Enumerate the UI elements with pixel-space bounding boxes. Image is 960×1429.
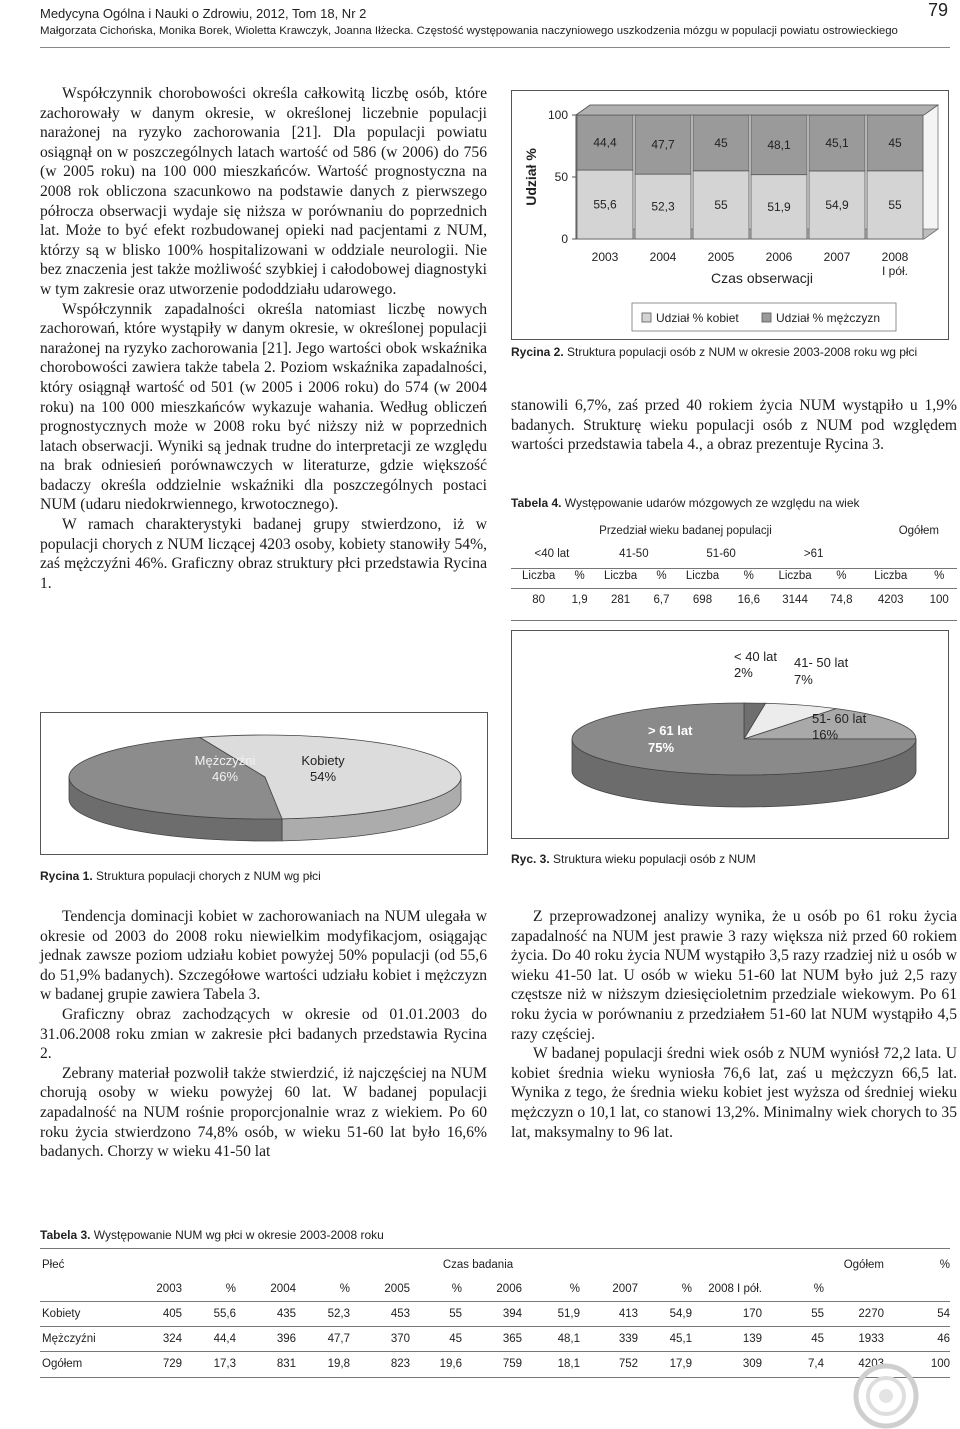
table-4-cell: 3144 [782, 593, 808, 606]
table-4-group-header: Przedział wieku badanej populacji [599, 524, 772, 537]
table-3-cell: 2270 [824, 1301, 884, 1326]
table-3-cell: 48,1 [522, 1326, 580, 1351]
table-3-cell: 170 [692, 1301, 762, 1326]
bar-women-label: 55 [714, 197, 728, 212]
table-3-cell: 4203 [858, 1357, 884, 1370]
publisher-logo-watermark [848, 1358, 924, 1429]
pie-age-label-u40: < 40 lat [734, 649, 778, 664]
table-4-subheader: Liczba [675, 565, 730, 588]
legend-label-men: Udział % mężczyzn [776, 311, 881, 325]
table-3-cell: 396 [236, 1326, 296, 1351]
paragraph: Współczynnik zapadalności określa natomiast liczbę nowych zachorowań, które wystąpiły w danym okresie, w określonej populacji narażonej na ryzyko zachorowania [21]. Jego wartości obok wskaźnika chorobowości zawiera także tabela 2. Poziom wskaźnika zapadalności, który osiągnął wartość od 501 (w 2005 i 2006 roku) do 574 (w 2004 roku) na 100 000 mieszkańców wykazuje wahania. Według obliczeń prognostycznych może w 2008 roku być niższy niż w poprzednich latach obserwacji. Wyniki są jednak trudne do interpretacji ze względu na brak odniesień porównawczych w literaturze, gdzie większość badaczy określa oddzielnie wskaźniki dla poszczególnych postaci NUM (udaru niedokrwiennego, krwotocznego). [40, 300, 487, 514]
table-3-year-header: % [522, 1277, 580, 1301]
table-3-cell: 453 [350, 1301, 410, 1326]
table-3-rule-bottom [40, 1377, 950, 1378]
table-4-range: >61 [803, 547, 824, 560]
table-3-cell: 831 [276, 1357, 296, 1370]
bar-chart-x-tick-label: 2004 [649, 250, 677, 264]
table-3-pct-header: % [939, 1259, 950, 1271]
table-4-cell: 1,9 [571, 593, 588, 606]
table-3-year-header: % [762, 1277, 824, 1301]
pie-age-value-u40: 2% [734, 665, 753, 680]
table-4-cell: 4203 [877, 593, 904, 606]
table-3-year-header: % [182, 1277, 236, 1301]
figure-1-caption: Rycina 1. Struktura populacji chorych z NUM wg płci [40, 869, 321, 883]
pie-sex-value-women: 54% [309, 769, 337, 784]
table-4-subheader: Liczba [860, 565, 921, 588]
paragraph: Z przeprowadzonej analizy wynika, że u osób po 61 roku życia zapadalność na NUM jest prawie 3 razy większa niż przed 60 rokiem życia. Do 40 roku życia NUM wystąpiło 3,5 razy rzadziej niż u osób w wieku 41-50 lat. U osób w wieku 51-60 lat NUM było już 2,5 razy częstsze niż w niższym dziesięcioletnim przedziale wiekowym. Po 61 roku życia w porównaniu z przedziałem 51-60 lat NUM wystąpiło 4,5 razy częściej. [511, 908, 957, 1043]
table-3-cell: 19,6 [439, 1357, 462, 1370]
table-4-cell: 6,7 [653, 593, 670, 606]
table-3-cell: 55 [762, 1301, 824, 1326]
bar-chart-x-tick-label: 2007 [823, 250, 851, 264]
table-3-cell: 52,3 [296, 1301, 350, 1326]
pie-age-label-51-60: 51- 60 lat [812, 711, 867, 726]
figure-3-caption: Ryc. 3. Struktura wieku populacji osób z NUM [511, 852, 756, 866]
figure-1-box [40, 712, 488, 855]
table-4-cell: 281 [610, 593, 631, 606]
table-3-cell: 394 [462, 1301, 522, 1326]
bar-chart-x-tick-label: 2006 [765, 250, 793, 264]
table-3-year-header: 2005 [350, 1277, 410, 1301]
figure-3-pie-chart [512, 631, 950, 840]
table-3-year-header: 2003 [132, 1277, 182, 1301]
header-rule [40, 47, 950, 48]
paragraph: W ramach charakterystyki badanej grupy stwierdzono, iż w populacji chorych z NUM liczącej 4203 osoby, kobiety stanowiły 54%, zaś mężczyźni 46%. Graficzny obraz struktury płci przedstawia Rycina 1. [40, 516, 487, 592]
figure-3-box [511, 630, 949, 839]
table-3-cell: 54,9 [638, 1301, 692, 1326]
legend-label-women: Udział % kobiet [656, 311, 739, 325]
bar-chart-x-tick-label: 2008 [881, 250, 909, 264]
text-column-left-bottom [40, 907, 487, 1162]
table-4-cell: 80 [532, 593, 546, 606]
table-4-total-header: Ogółem [898, 524, 939, 537]
pie-age-label-61plus: > 61 lat [648, 723, 693, 738]
figure-2-box [511, 90, 949, 340]
bar-chart-x-tick-label: 2003 [591, 250, 619, 264]
table-3-cell: 45 [762, 1326, 824, 1351]
table-3-year-header: 2004 [236, 1277, 296, 1301]
table-3-cell: 44,4 [182, 1326, 236, 1351]
pie-sex-label-women: Kobiety [301, 753, 345, 768]
table-4-subheader: % [648, 565, 675, 588]
table-3-cell: 309 [742, 1357, 762, 1370]
table-3-cell: 752 [618, 1357, 638, 1370]
table-3-cell: 370 [350, 1326, 410, 1351]
table-4-subheader: % [566, 565, 593, 588]
page-number: 79 [927, 0, 948, 20]
figure-2-bar-chart [512, 91, 950, 341]
bar-women-label: 55 [888, 197, 902, 212]
table-3-cell: 45 [410, 1326, 462, 1351]
bar-chart-x-tick-sublabel: I pół. [881, 264, 909, 278]
table-4-cell: 16,6 [737, 593, 760, 606]
table-3-cell: 100 [930, 1357, 950, 1370]
table-4-cell: 698 [692, 593, 713, 606]
table-3-cell: 55,6 [182, 1301, 236, 1326]
table-3-cell: 729 [162, 1357, 182, 1370]
pie-age-value-41-50: 7% [794, 672, 813, 687]
pie-age-value-61plus: 75% [648, 740, 675, 755]
bar-women-label: 51,9 [767, 199, 791, 214]
paragraph: W badanej populacji średni wiek osób z NUM wyniósł 72,2 lata. U kobiet średnia wieku wyniosła 76,6 lat, zaś u mężczyzn 66,5 lat. Wynika z tego, że średnia wieku kobiet jest wyższa od średniej wieku mężczyzn o 10,1 lat, co stanowi 13,2%. Minimalny wiek chorych to 35 lat, maksymalny to 96 lat. [511, 1045, 957, 1141]
pie-sex-label-men: Mężczyźni [194, 753, 256, 768]
bar-men-label: 45,1 [825, 135, 849, 150]
table-4-range: 51-60 [706, 547, 736, 560]
bar-chart-x-title: Czas obserwacji [711, 270, 813, 286]
table-3-cell: 51,9 [522, 1301, 580, 1326]
table-4-subheader: % [823, 565, 860, 588]
bar-men-label: 48,1 [767, 137, 791, 152]
table-3-cell: 435 [236, 1301, 296, 1326]
bar-women-label: 54,9 [825, 197, 849, 212]
table-3-cell: 324 [132, 1326, 182, 1351]
table-4-rule-top [511, 568, 957, 569]
table-3-cell: 7,4 [808, 1357, 824, 1370]
table-4-rule-bottom [511, 620, 957, 621]
table-4-cell: 100 [929, 593, 949, 606]
table-4-cell: 74,8 [830, 593, 853, 606]
table-4 [511, 519, 957, 611]
table-3-cell: 54 [884, 1301, 950, 1326]
bar-men-label: 45 [888, 135, 902, 150]
text-column-left-top [40, 84, 487, 593]
table-3-cell: 405 [132, 1301, 182, 1326]
table-3-year-header: % [296, 1277, 350, 1301]
table-3-cell: 47,7 [296, 1326, 350, 1351]
table-4-subheader: Liczba [511, 565, 566, 588]
table-4-subheader: % [730, 565, 767, 588]
table-3-cell: 19,8 [327, 1357, 350, 1370]
table-3-cell: 1933 [824, 1326, 884, 1351]
table-4-range: 41-50 [619, 547, 649, 560]
paragraph: Tendencja dominacji kobiet w zachorowaniach na NUM ulegała w okresie od 2003 do 2008 roku niewielkim modyfikacjom, osiągając jednak zawsze poziom udziału kobiet powyżej 50% populacji (od 55,6 do 51,9% badanych). Szczegółowe wartości udziału kobiet i mężczyzn w badanej grupie zawiera Tabela 3. [40, 908, 487, 1004]
table-3-rule-top [40, 1248, 950, 1249]
table-3-cell: 759 [502, 1357, 522, 1370]
table-3-cell: 823 [390, 1357, 410, 1370]
table-3-total-header: Ogółem [843, 1259, 884, 1271]
table-3-cell: 18,1 [557, 1357, 580, 1370]
bar-women-label: 55,6 [593, 197, 617, 212]
table-3-row-label: Kobiety [40, 1301, 132, 1326]
table-3-cell: 46 [884, 1326, 950, 1351]
journal-header: Medycyna Ogólna i Nauki o Zdrowiu, 2012, Tom 18, Nr 2 [40, 6, 367, 21]
paragraph: stanowili 6,7%, zaś przed 40 rokiem życia NUM wystąpiło u 1,9% badanych. Strukturę wieku populacji osób z NUM pod względem wartości przedstawia tabela 4., a obraz prezentuje Rycina 3. [511, 397, 957, 454]
table-4-range: <40 lat [534, 547, 570, 560]
bar-chart-x-tick-label: 2005 [707, 250, 735, 264]
bar-chart-top-face [576, 105, 938, 115]
legend-swatch-women [642, 313, 651, 322]
text-column-right-top [511, 396, 957, 455]
table-3-caption: Tabela 3. Występowanie NUM wg płci w okresie 2003-2008 roku [40, 1228, 384, 1242]
table-4-subheader: % [921, 565, 957, 588]
table-3-year-header: 2006 [462, 1277, 522, 1301]
bar-chart-y-tick-label: 50 [554, 170, 568, 184]
table-3-cell: 17,3 [213, 1357, 236, 1370]
table-3-sex-header: Płeć [42, 1259, 65, 1271]
bar-men-label: 47,7 [651, 137, 675, 152]
table-3-year-header: % [638, 1277, 692, 1301]
figure-1-pie-chart [41, 713, 489, 856]
table-3-cell: 45,1 [638, 1326, 692, 1351]
bar-chart-y-tick-label: 0 [561, 232, 568, 246]
bar-men-label: 45 [714, 135, 728, 150]
bar-men-label: 44,4 [593, 135, 617, 150]
bar-chart-y-title: Udział % [523, 148, 539, 206]
table-3-year-header: 2007 [580, 1277, 638, 1301]
bar-women-label: 52,3 [651, 199, 675, 214]
table-3 [40, 1253, 950, 1376]
table-3-year-header: % [410, 1277, 462, 1301]
table-3-year-header: 2008 I pół. [692, 1277, 762, 1301]
table-3-cell: 139 [692, 1326, 762, 1351]
table-3-row-label: Ogółem [42, 1357, 83, 1370]
table-3-cell: 413 [580, 1301, 638, 1326]
article-authors-title: Małgorzata Cichońska, Monika Borek, Wioletta Krawczyk, Joanna Iłżecka. Częstość występowania naczyniowego uszkodzenia mózgu w populacji powiatu ostrowieckiego [40, 25, 898, 37]
table-4-subheader: Liczba [593, 565, 648, 588]
table-4-caption: Tabela 4. Występowanie udarów mózgowych ze względu na wiek [511, 496, 860, 510]
pie-sex-value-men: 46% [211, 769, 239, 784]
table-3-cell: 55 [410, 1301, 462, 1326]
table-3-row-label: Mężczyźni [40, 1326, 132, 1351]
table-3-cell: 365 [462, 1326, 522, 1351]
legend-swatch-men [762, 313, 771, 322]
bar-chart-y-tick-label: 100 [547, 108, 568, 122]
table-3-cell: 17,9 [669, 1357, 692, 1370]
figure-2-caption: Rycina 2. Struktura populacji osób z NUM w okresie 2003-2008 roku wg płci [511, 345, 918, 359]
paragraph: Graficzny obraz zachodzących w okresie od 01.01.2003 do 31.06.2008 roku zmian w zakresie płci badanych przedstawia Rycina 2. [40, 1005, 487, 1063]
text-column-right-bottom [511, 907, 957, 1142]
pie-age-value-51-60: 16% [812, 727, 839, 742]
table-4-subheader: Liczba [767, 565, 822, 588]
paragraph: Współczynnik chorobowości określa całkowitą liczbę osób, które zachorowały w danym okresie, w określonej liczebnie populacji narażonej na ryzyko zachorowania [21]. Dla populacji powiatu osiągnął on w poszczególnych latach wartość od 586 (w 2006) do 756 (w 2005 roku) na 100 000 mieszkańców. Wartość prognostyczna na 2008 rok obliczona szacunkowo na podstawie danych z pierwszego półrocza obserwacji wydaje się niższa w porównaniu do poprzednich lat. Może to być efekt rozbudowanej opieki nad pacjentami z NUM, którzy są w blisko 100% hospitalizowani w oddziale neurologii. Nie bez znaczenia jest także możliwość szybkiej i całodobowej diagnostyki w tym zakresie oraz utworzenie pododdziału udarowego. [40, 85, 487, 298]
table-3-cell: 339 [580, 1326, 638, 1351]
paragraph: Zebrany materiał pozwolił także stwierdzić, iż najczęściej na NUM chorują osoby w wieku powyżej 60 lat. W badanej populacji zapadalność na NUM rośnie proporcjonalnie wraz z wiekiem. Po 60 roku życia stwierdzono 74,8% osób, w wieku 51-60 lat było 16,6% badanych. Chorzy w wieku 41-50 lat [40, 1064, 487, 1161]
pie-age-label-41-50: 41- 50 lat [794, 655, 849, 670]
table-3-time-header: Czas badania [442, 1259, 514, 1271]
